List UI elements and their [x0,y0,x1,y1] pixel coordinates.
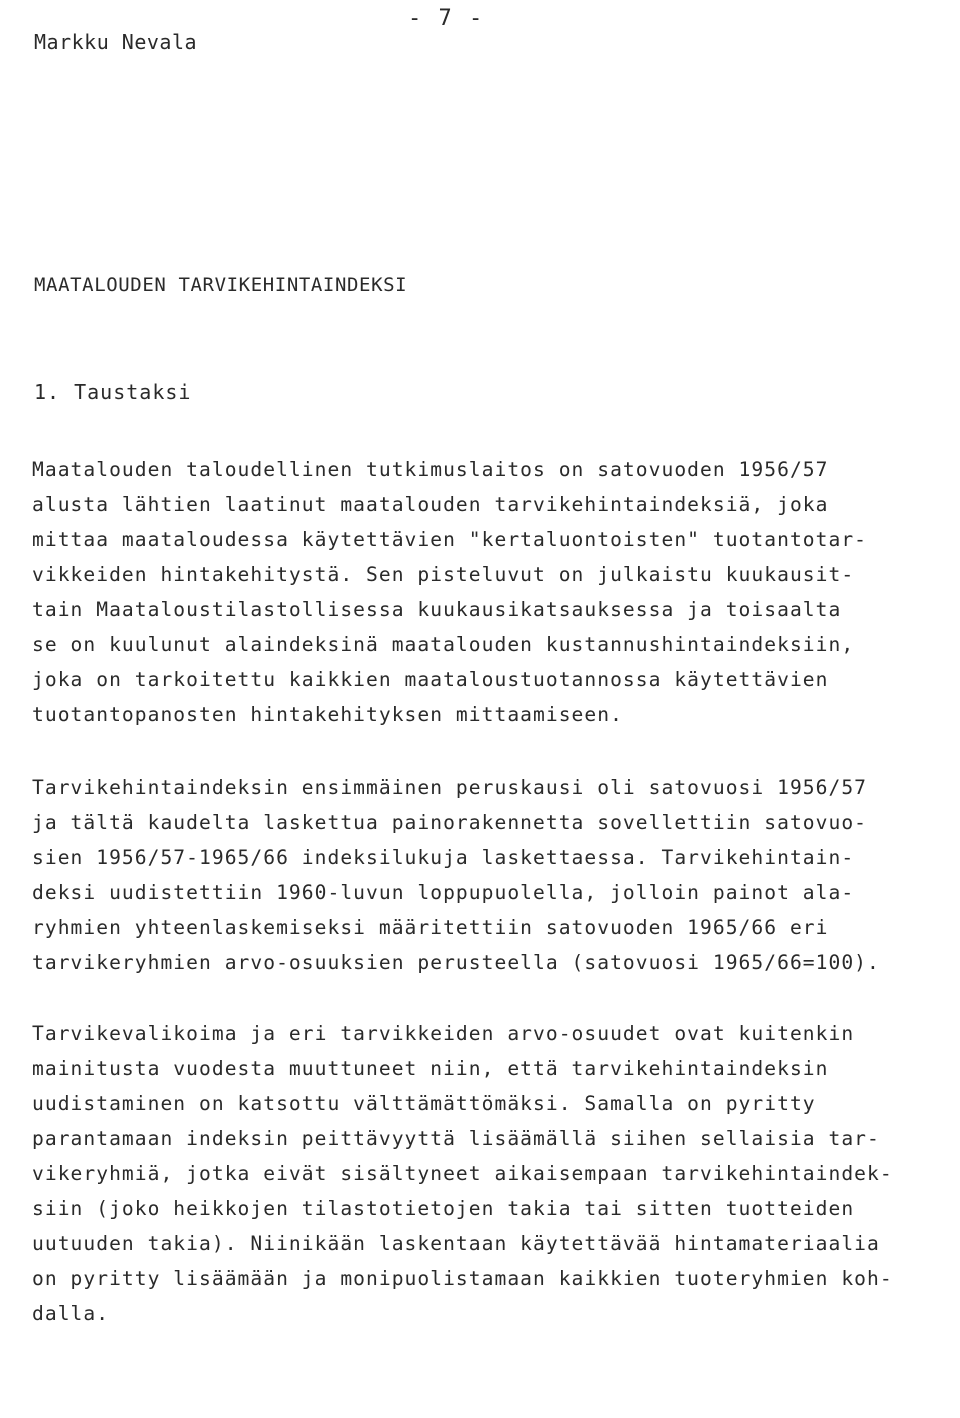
paragraph-line: sien 1956/57-1965/66 indeksilukuja laskettaessa. Tarvikehintain- [32,846,855,869]
paragraph-line: tain Maataloustilastollisessa kuukausikatsauksessa ja toisaalta [32,598,842,621]
paragraph-line: parantamaan indeksin peittävyyttä lisäämällä siihen sellaisia tar- [32,1127,880,1150]
document-title: MAATALOUDEN TARVIKEHINTAINDEKSI [34,274,408,296]
paragraph-line: tarvikeryhmien arvo-osuuksien perusteella (satovuosi 1965/66=100). [32,951,880,974]
paragraph-2 [32,770,880,980]
page-number: - 7 - [408,6,485,31]
paragraph-line: vikkeiden hintakehitystä. Sen pisteluvut on julkaistu kuukausit- [32,563,855,586]
paragraph-1 [32,452,867,732]
paragraph-line: se on kuulunut alaindeksinä maatalouden kustannushintaindeksiin, [32,633,855,656]
paragraph-line: alusta lähtien laatinut maatalouden tarvikehintaindeksiä, joka [32,493,829,516]
paragraph-line: Tarvikevalikoima ja eri tarvikkeiden arvo-osuudet ovat kuitenkin [32,1022,855,1045]
paragraph-line: joka on tarkoitettu kaikkien maataloustuotannossa käytettävien [32,668,829,691]
paragraph-line: Maatalouden taloudellinen tutkimuslaitos on satovuoden 1956/57 [32,458,829,481]
paragraph-line: Tarvikehintaindeksin ensimmäinen peruskausi oli satovuosi 1956/57 [32,776,868,799]
paragraph-line: uutuuden takia). Niinikään laskentaan käytettävää hintamateriaalia [32,1232,880,1255]
paragraph-line: ja tältä kaudelta laskettua painorakennetta sovellettiin satovuo- [32,811,868,834]
paragraph-line: deksi uudistettiin 1960-luvun loppupuolella, jolloin painot ala- [32,881,855,904]
paragraph-line: dalla. [32,1302,110,1325]
paragraph-line: tuotantopanosten hintakehityksen mittaamiseen. [32,703,623,726]
paragraph-line: ryhmien yhteenlaskemiseksi määritettiin satovuoden 1965/66 eri [32,916,829,939]
paragraph-line: vikeryhmiä, jotka eivät sisältyneet aikaisempaan tarvikehintaindek- [32,1162,893,1185]
section-number: 1. [34,380,61,404]
paragraph-line: siin (joko heikkojen tilastotietojen takia tai sitten tuotteiden [32,1197,855,1220]
paragraph-line: uudistaminen on katsottu välttämättömäksi. Samalla on pyritty [32,1092,816,1115]
section-heading [34,380,191,404]
paragraph-3 [32,1016,893,1331]
author-name: Markku Nevala [34,30,198,54]
section-heading-text: Taustaksi [74,380,192,404]
paragraph-line: mittaa maataloudessa käytettävien "kertaluontoisten" tuotantotar- [32,528,868,551]
paragraph-line: mainitusta vuodesta muuttuneet niin, että tarvikehintaindeksin [32,1057,829,1080]
paragraph-line: on pyritty lisäämään ja monipuolistamaan kaikkien tuoteryhmien koh- [32,1267,893,1290]
